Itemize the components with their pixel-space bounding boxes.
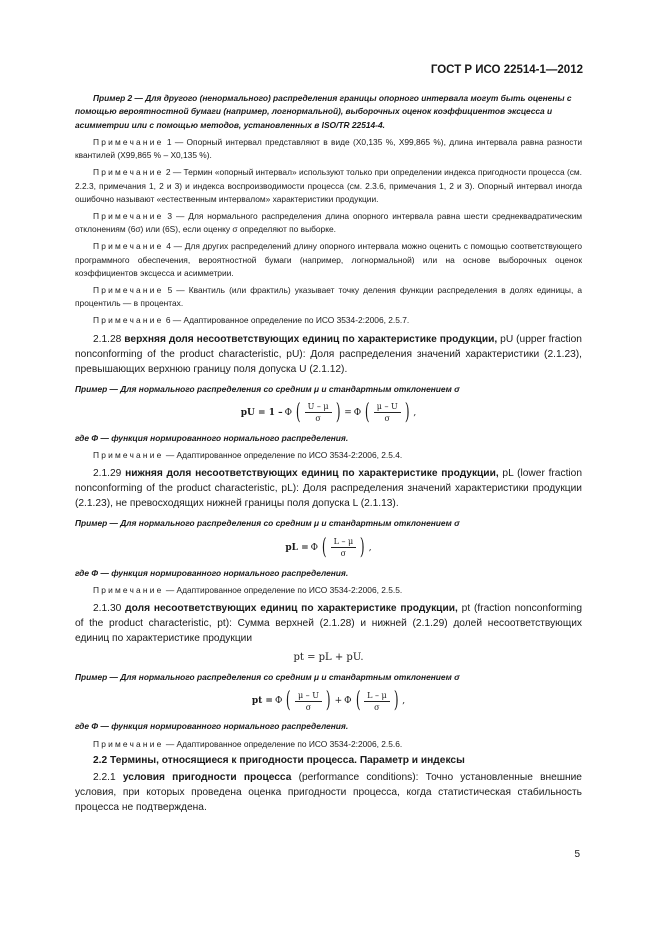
numerator: U – μ <box>305 402 332 413</box>
term-definition: pL (lower fraction nonconforming of the product characteristic, pL): Доля распределения значений характеристики продукции (2.1.23), не превосходящих нижней границы поля допуска L (2.1.13). <box>75 468 582 510</box>
term-title: доля несоответствующих единиц по характеристике продукции, <box>125 603 458 615</box>
paren-open: ( <box>286 688 292 714</box>
term-2-2-1 <box>75 770 582 815</box>
note-1-text: 1 — Опорный интервал представляют в виде (X0,135 %, X99,865 %), длина интервала равна разности квантилей (X99,865 % – X0,135 %). <box>75 136 583 161</box>
example-normal-total: Пример — Для нормального распределения со средним μ и стандартным отклонением σ <box>75 672 460 683</box>
note-5 <box>75 284 582 310</box>
formula-pt: pt = Φ ( $\frac{\mu - U}{\sigma}$ ) + Φ ( $\frac{L - \mu}{\sigma}$ ) , <box>251 688 406 714</box>
paren-open: ( <box>365 399 370 425</box>
phi-symbol: Φ <box>344 696 352 707</box>
example-normal-upper: Пример — Для нормального распределения со средним μ и стандартным отклонением σ <box>75 383 460 394</box>
note-6 <box>75 314 582 327</box>
where-phi: где Φ — функция нормированного нормального распределения. <box>75 567 349 578</box>
numerator: μ – U <box>295 691 322 702</box>
paren-open: ( <box>321 534 327 560</box>
formula-lhs: pL = <box>285 542 309 553</box>
term-definition: pt (fraction nonconforming of the product characteristic, pt): Сумма верхней (2.1.28) и нижней (2.1.29) долей несоответствующих единиц по характеристике продукции <box>75 603 583 645</box>
paren-close: ) <box>404 399 410 425</box>
where-phi: где Φ — функция нормированного нормального распределения. <box>75 432 349 443</box>
term-number: 2.1.29 <box>93 468 122 480</box>
page-content <box>75 92 582 821</box>
page-number: 5 <box>574 849 580 860</box>
numerator: L – μ <box>364 691 390 702</box>
plus-sign: + <box>334 696 343 707</box>
page-header: ГОСТ Р ИСО 22514-1—2012 <box>430 64 583 76</box>
note-3-text: 3 — Для нормального распределения длина опорного интервала равна шести среднеквадратическим отклонениям (6σ) или (6S), если оценку σ определяют по выборке. <box>75 210 583 235</box>
section-heading: 2.2 Термины, относящиеся к пригодности процесса. Параметр и индексы <box>93 754 465 766</box>
note-label: Примечание <box>93 241 164 252</box>
denominator: σ <box>384 414 390 424</box>
phi-symbol: Φ <box>274 696 283 707</box>
phi-symbol: Φ <box>353 407 362 418</box>
note-5-text: 5 — Квантиль (или фрактиль) указывает точку деления функции распределения в долях единицы, а процентиль — в процентах. <box>75 284 583 309</box>
note-text: — Адаптированное определение по ИСО 3534-2:2006, 2.5.6. <box>165 738 403 749</box>
note-4-text: 4 — Для других распределений длину опорного интервала можно оценить с помощью соответствующего программного обеспечения, вероятностной бумаги (например, логнормальной) или на основе выборочных оценок коэффициентов эксцесса и асимметрии. <box>75 241 583 278</box>
term-title: условия пригодности процесса <box>122 771 292 783</box>
paren-open: ( <box>355 688 361 714</box>
note-t230 <box>75 738 582 751</box>
denominator: σ <box>374 702 380 712</box>
term-2-1-29 <box>75 466 582 511</box>
where-phi: где Φ — функция нормированного нормального распределения. <box>75 721 349 732</box>
phi-symbol: Φ <box>310 542 318 553</box>
term-title: нижняя доля несоответствующих единиц по характеристике продукции, <box>125 468 499 480</box>
term-number: 2.1.28 <box>93 333 122 345</box>
denominator: σ <box>315 414 321 424</box>
paren-close: ) <box>325 688 331 714</box>
equals-sign: = <box>344 407 352 418</box>
phi-symbol: Φ <box>284 407 292 418</box>
note-4 <box>75 240 582 280</box>
formula-pu: pU = 1 – Φ ( $\frac{U - \mu}{\sigma}$ ) = Φ ( $\frac{\mu - U}{\sigma}$ ) , <box>240 399 417 425</box>
note-text: — Адаптированное определение по ИСО 3534-2:2006, 2.5.5. <box>165 584 403 595</box>
term-2-1-30 <box>75 601 582 646</box>
note-label: Примечание <box>93 136 164 147</box>
fraction <box>305 402 332 423</box>
formula-lhs: pU = 1 – <box>240 407 283 418</box>
term-definition: (performance conditions): Точно установленные внешние условия, при которых проведена оценка пригодности процесса, когда статистическая стабильность процесса не подтверждена. <box>75 771 582 813</box>
example-normal-lower: Пример — Для нормального распределения со средним μ и стандартным отклонением σ <box>75 518 460 529</box>
note-label: Примечание <box>93 450 164 461</box>
term-title: верхняя доля несоответствующих единиц по характеристике продукции, <box>124 333 498 345</box>
fraction <box>295 691 322 712</box>
paren-close: ) <box>393 688 399 714</box>
note-6-text: 6 — Адаптированное определение по ИСО 3534-2:2006, 2.5.7. <box>165 315 410 326</box>
note-3 <box>75 210 582 236</box>
note-label: Примечание <box>93 584 164 595</box>
fraction <box>364 691 390 712</box>
note-label: Примечание <box>93 284 164 295</box>
term-2-1-28 <box>75 332 582 377</box>
formula-pt-sum: pt = pL + pU. <box>293 652 364 664</box>
note-label: Примечание <box>93 210 164 221</box>
numerator: μ – U <box>374 402 401 413</box>
formula-pl: pL = Φ ( $\frac{L - \mu}{\sigma}$ ) , <box>285 534 372 560</box>
note-1 <box>75 136 582 162</box>
numerator: L – μ <box>331 537 357 548</box>
term-number: 2.1.30 <box>93 603 122 615</box>
denominator: σ <box>305 702 312 712</box>
example-2: Пример 2 — Для другого (ненормального) распределения границы опорного интервала могут быть оценены с помощью вероятностной бумаги (например, логнормальной), выборочных оценок коэффициентов эксцесса и асимметрии или с помощью методов, установленных в ISO/TR 22514-4. <box>75 93 572 130</box>
note-2-text: 2 — Термин «опорный интервал» используют только при определении индекса пригодности процесса (см. 2.2.3, примечания 1, 2 и 3) и индекса воспроизводимости процесса (см. 2.3.6, примечания 1, 2 и 3). Опорный интервал иногда ошибочно называют «естественным интервалом» характеристики продукции. <box>75 167 582 204</box>
note-label: Примечание <box>93 167 164 178</box>
note-label: Примечание <box>93 738 164 749</box>
term-definition: pU (upper fraction nonconforming of the product characteristic, pU): Доля распределения значений характеристики (2.1.23), превышающих верхнюю границу поля допуска U (2.1.12). <box>75 333 582 375</box>
paren-close: ) <box>360 534 365 560</box>
formula-lhs: pt = <box>251 696 273 707</box>
term-number: 2.2.1 <box>93 771 116 783</box>
paren-open: ( <box>295 399 301 425</box>
denominator: σ <box>340 549 347 559</box>
note-label: Примечание <box>93 315 164 326</box>
paren-close: ) <box>335 399 341 425</box>
fraction <box>374 402 401 423</box>
note-text: — Адаптированное определение по ИСО 3534-2:2006, 2.5.4. <box>165 450 403 461</box>
fraction <box>331 537 357 558</box>
note-t229 <box>75 584 582 597</box>
note-2 <box>75 166 582 206</box>
note-t228 <box>75 449 582 462</box>
